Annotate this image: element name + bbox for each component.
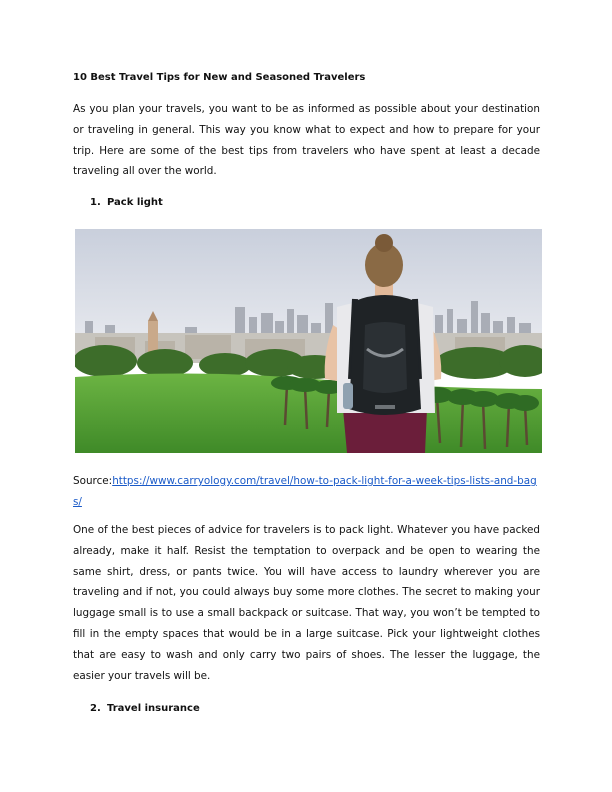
section-title: Pack light [107,197,163,208]
section-heading-pack-light [90,196,163,210]
image-source [73,471,540,513]
section-title: Travel insurance [107,703,200,714]
pack-light-paragraph: One of the best pieces of advice for travelers is to pack light. Whatever you have packed already, make it half. Resist the temptation to overpack and be open to wearing the same shirt, dress, or pants twice. You will have access to laundry wherever you are traveling and if not, you could always buy some more clothes. The secret to making your luggage small is to use a small backpack or suitcase. That way, you won’t be tempted to fill in the empty spaces that would be in a large suitcase. Pick your lightweight clothes that are easy to wash and only carry two pairs of shoes. The lesser the luggage, the easier your travels will be. [73,524,540,682]
traveler-photo [75,229,542,453]
section-number: 2. [90,703,101,714]
source-link[interactable]: https://www.carryology.com/travel/how-to-pack-light-for-a-week-tips-lists-and-bags/ [73,475,537,508]
section-number: 1. [90,197,101,208]
intro-paragraph: As you plan your travels, you want to be as informed as possible about your destination or traveling in general. This way you know what to expect and how to prepare for your trip. Here are some of the best tips from travelers who have spent at least a decade traveling all over the world. [73,103,540,178]
document-title: 10 Best Travel Tips for New and Seasoned Travelers [73,72,366,83]
section-heading-travel-insurance [90,702,200,716]
source-label: Source: [73,475,113,487]
